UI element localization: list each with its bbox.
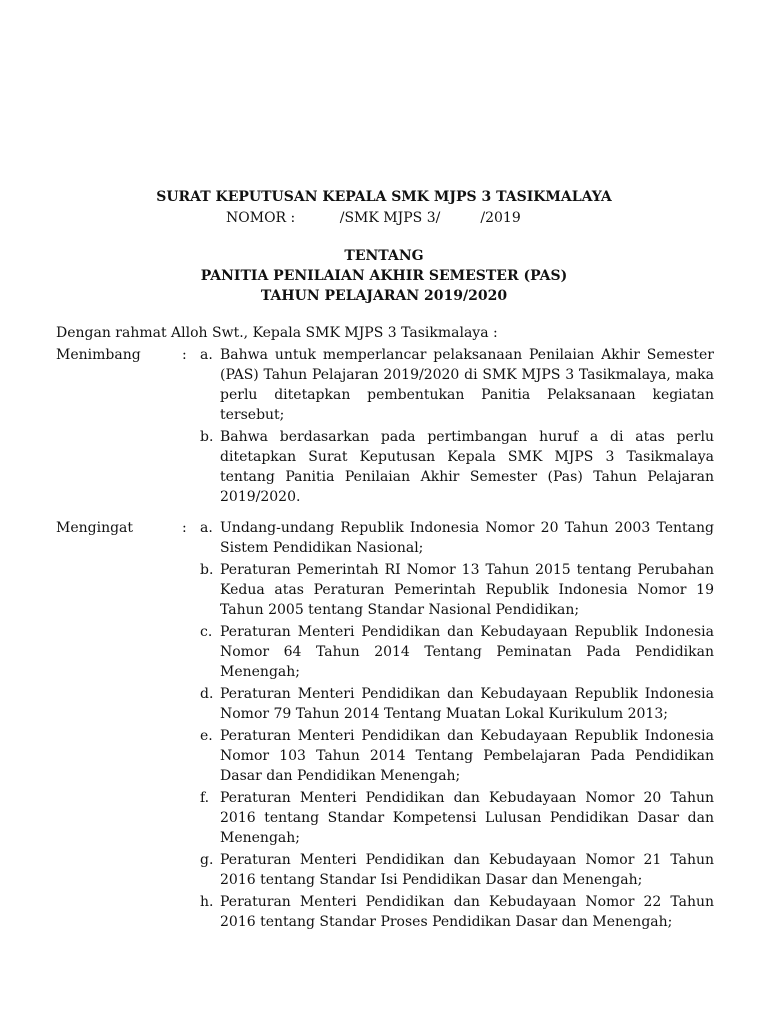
- item-letter: a.: [200, 520, 213, 536]
- list-item: [200, 560, 714, 620]
- item-text: Peraturan Menteri Pendidikan dan Kebudayaan Nomor 22 Tahun 2016 tentang Standar Proses Pendidikan Dasar dan Menengah;: [220, 894, 714, 930]
- item-text: Peraturan Menteri Pendidikan dan Kebudayaan Nomor 21 Tahun 2016 tentang Standar Isi Pendidikan Dasar dan Menengah;: [220, 852, 714, 888]
- item-text: Peraturan Menteri Pendidikan dan Kebudayaan Republik Indonesia Nomor 103 Tahun 2014 Tentang Pembelajaran Pada Pendidikan Dasar dan Pendidikan Menengah;: [220, 728, 714, 784]
- item-letter: g.: [200, 852, 214, 868]
- item-text: Peraturan Menteri Pendidikan dan Kebudayaan Nomor 20 Tahun 2016 tentang Standar Kompetensi Lulusan Pendidikan Dasar dan Menengah;: [220, 790, 714, 846]
- item-letter: f.: [200, 790, 210, 806]
- list-item: [200, 684, 714, 724]
- subject-tentang: TENTANG: [344, 248, 424, 264]
- item-letter: b.: [200, 562, 214, 578]
- item-text: Bahwa berdasarkan pada pertimbangan huruf a di atas perlu ditetapkan Surat Keputusan Kepala SMK MJPS 3 Tasikmalaya tentang Panitia Penilaian Akhir Semester (Pas) Tahun Pelajaran 2019/2020.: [220, 429, 714, 505]
- subject-line-1: PANITIA PENILAIAN AKHIR SEMESTER (PAS): [200, 268, 568, 284]
- item-text: Bahwa untuk memperlancar pelaksanaan Penilaian Akhir Semester (PAS) Tahun Pelajaran 2019/2020 di SMK MJPS 3 Tasikmalaya, maka perlu ditetapkan pembentukan Panitia Pelaksanaan kegiatan tersebut;: [220, 347, 714, 423]
- document-title: SURAT KEPUTUSAN KEPALA SMK MJPS 3 TASIKMALAYA: [156, 189, 612, 205]
- item-letter: c.: [200, 624, 213, 640]
- list-item: [200, 892, 714, 932]
- list-item: [200, 427, 714, 507]
- mengingat-colon: :: [182, 520, 187, 536]
- item-letter: h.: [200, 894, 214, 910]
- item-letter: a.: [200, 347, 213, 363]
- mengingat-list: [200, 518, 714, 934]
- subject-line-2: TAHUN PELAJARAN 2019/2020: [260, 288, 508, 304]
- menimbang-list: [200, 345, 714, 509]
- item-letter: d.: [200, 686, 214, 702]
- item-text: Peraturan Menteri Pendidikan dan Kebudayaan Republik Indonesia Nomor 64 Tahun 2014 Tentang Peminatan Pada Pendidikan Menengah;: [220, 624, 714, 680]
- item-text: Peraturan Menteri Pendidikan dan Kebudayaan Republik Indonesia Nomor 79 Tahun 2014 Tentang Muatan Lokal Kurikulum 2013;: [220, 686, 714, 722]
- mengingat-label: Mengingat: [56, 520, 134, 536]
- menimbang-colon: :: [182, 347, 187, 363]
- menimbang-label: Menimbang: [56, 347, 141, 363]
- list-item: [200, 726, 714, 786]
- document-number: NOMOR : /SMK MJPS 3/ /2019: [226, 210, 521, 226]
- list-item: [200, 850, 714, 890]
- item-letter: e.: [200, 728, 213, 744]
- list-item: [200, 518, 714, 558]
- list-item: [200, 622, 714, 682]
- item-text: Peraturan Pemerintah RI Nomor 13 Tahun 2015 tentang Perubahan Kedua atas Peraturan Pemerintah Republik Indonesia Nomor 19 Tahun 2005 tentang Standar Nasional Pendidikan;: [220, 562, 714, 618]
- item-letter: b.: [200, 429, 214, 445]
- list-item: [200, 788, 714, 848]
- list-item: [200, 345, 714, 425]
- intro-text: Dengan rahmat Alloh Swt., Kepala SMK MJPS 3 Tasikmalaya :: [56, 325, 498, 341]
- item-text: Undang-undang Republik Indonesia Nomor 20 Tahun 2003 Tentang Sistem Pendidikan Nasional;: [220, 520, 714, 556]
